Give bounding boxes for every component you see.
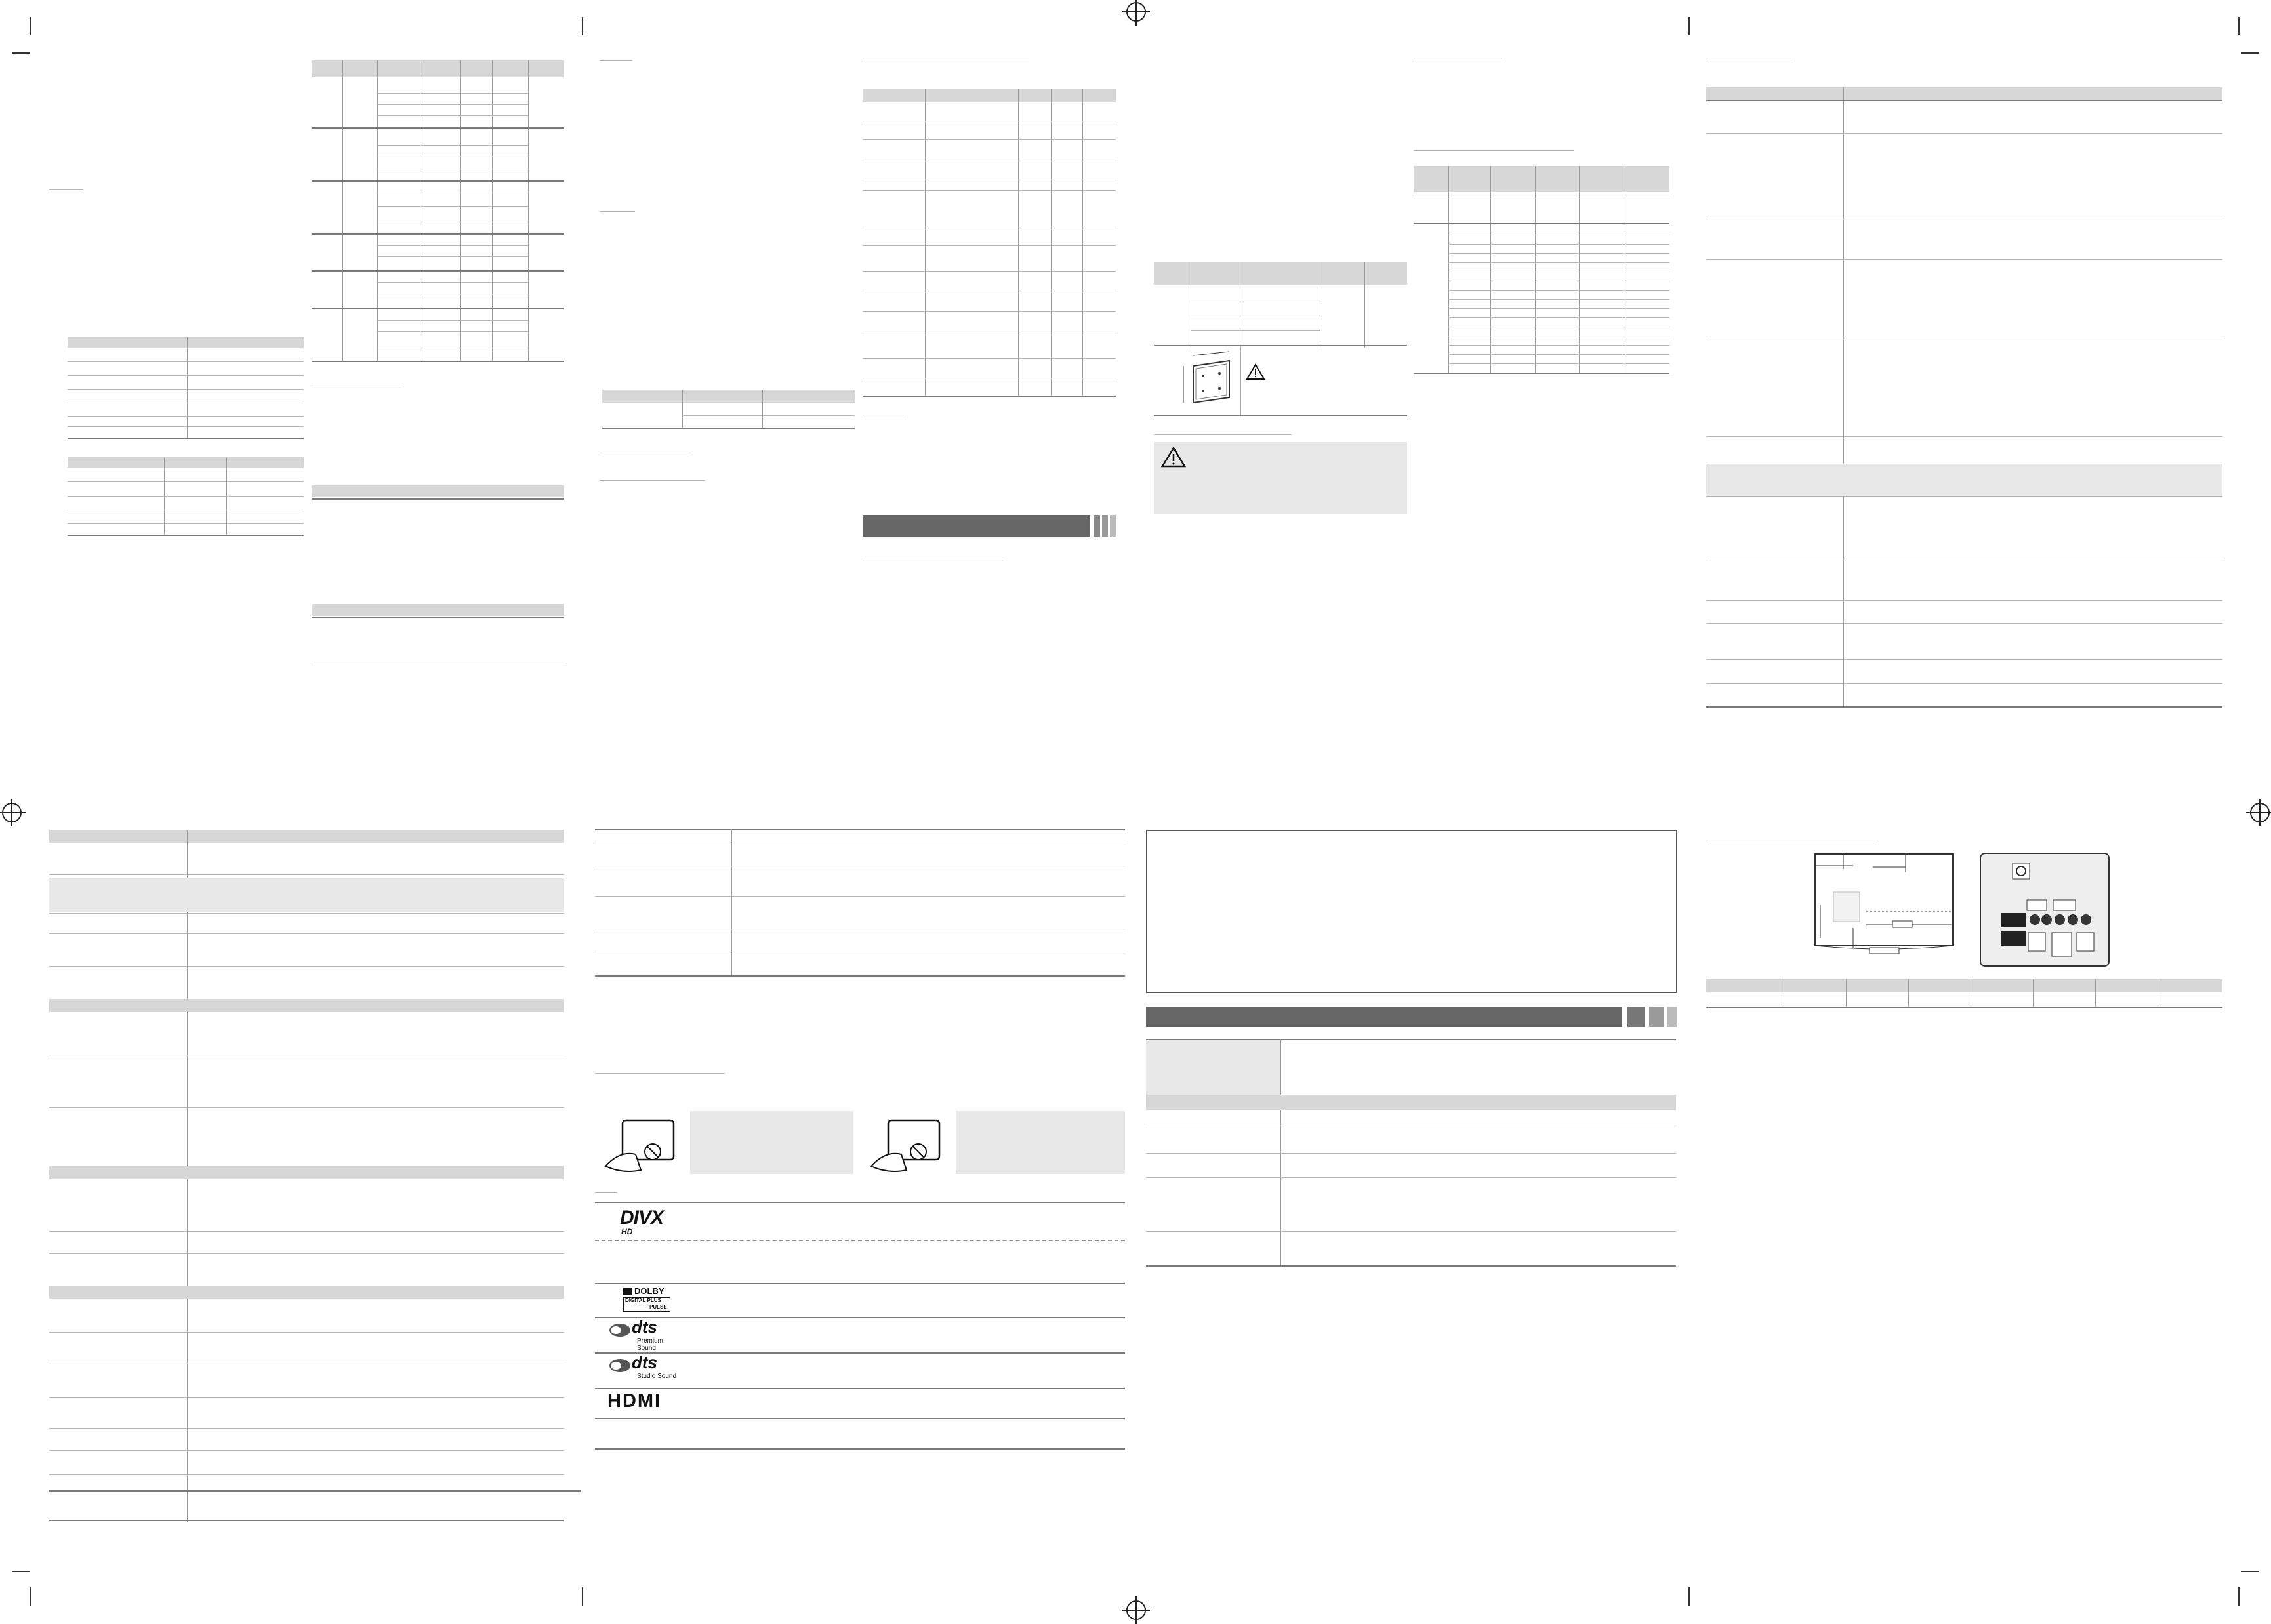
table-header <box>68 457 304 468</box>
tv-dimension-diagram <box>1814 853 1958 958</box>
section-rule <box>600 480 705 481</box>
dts-premium-logo <box>608 1317 680 1352</box>
dts-disc-icon <box>608 1356 632 1375</box>
table-header <box>1154 262 1407 285</box>
dts-logo-sub: Premium Sound <box>637 1337 664 1352</box>
section-rule <box>49 189 83 190</box>
crop-mark <box>1688 1587 1690 1606</box>
section-rule <box>595 1073 725 1074</box>
warning-triangle-icon <box>1160 446 1187 468</box>
tv-wall-mount-illustration <box>1154 346 1407 415</box>
table-header <box>1414 166 1669 192</box>
dolby-logo-text: DOLBY <box>634 1286 665 1296</box>
table-header <box>49 999 564 1012</box>
divx-logo-text: DIVX <box>620 1207 664 1228</box>
caution-panel <box>1154 442 1407 514</box>
no-cleaner-spray-illustration <box>595 1111 690 1174</box>
crop-mark <box>30 17 31 35</box>
dolby-logo-pulse: PULSE <box>649 1304 667 1310</box>
registration-mark-bottom <box>1126 1600 1146 1620</box>
divx-logo-sub: HD <box>621 1227 633 1236</box>
table-header <box>863 89 1116 102</box>
table-header <box>68 337 304 348</box>
wall-mount-row <box>1154 346 1407 415</box>
table-header <box>312 485 564 497</box>
dolby-mark-icon <box>623 1288 632 1295</box>
dolby-logo <box>623 1288 670 1311</box>
crop-mark <box>30 1587 31 1606</box>
crop-mark <box>2238 17 2240 35</box>
dts-logo-sub: Studio Sound <box>637 1373 677 1380</box>
section-heading-bar <box>1146 1007 1622 1027</box>
divx-logo <box>620 1207 672 1236</box>
dts-logo-text: dts <box>632 1317 657 1337</box>
crop-mark <box>2241 1571 2259 1572</box>
hdmi-logo-text: HDMI <box>607 1391 662 1411</box>
table-header <box>49 830 564 843</box>
table-header <box>49 1286 564 1299</box>
section-heading-bar <box>863 515 1090 537</box>
registration-mark-left <box>2 803 22 822</box>
table-header <box>49 1166 564 1179</box>
crop-mark <box>582 1587 583 1606</box>
crop-mark <box>2241 52 2259 54</box>
dts-logo-text: dts <box>632 1352 657 1372</box>
registration-mark-right <box>2250 803 2270 822</box>
section-rule <box>1154 434 1292 435</box>
dts-disc-icon <box>608 1321 632 1339</box>
section-rule <box>600 60 632 61</box>
crop-mark <box>12 52 30 54</box>
dolby-logo-sub: DIGITAL PLUS <box>625 1297 661 1303</box>
no-cleaner-spray-illustration <box>861 1111 956 1174</box>
crop-mark <box>12 1571 30 1572</box>
hdmi-logo <box>607 1393 686 1413</box>
section-rule <box>1414 150 1574 151</box>
crop-mark <box>1688 17 1690 35</box>
table-header <box>312 60 564 77</box>
crop-mark <box>582 17 583 35</box>
table-header <box>1146 1095 1676 1110</box>
notice-box <box>1146 830 1677 993</box>
table-header <box>602 390 855 403</box>
section-rule <box>600 211 635 212</box>
dts-studio-logo <box>608 1352 680 1384</box>
rear-panel-connectors-illustration <box>1980 853 2110 967</box>
section-rule <box>595 1192 617 1193</box>
table-header <box>1706 87 2222 100</box>
table-header <box>312 604 564 616</box>
registration-mark-top <box>1126 2 1146 22</box>
crop-mark <box>2238 1587 2240 1606</box>
